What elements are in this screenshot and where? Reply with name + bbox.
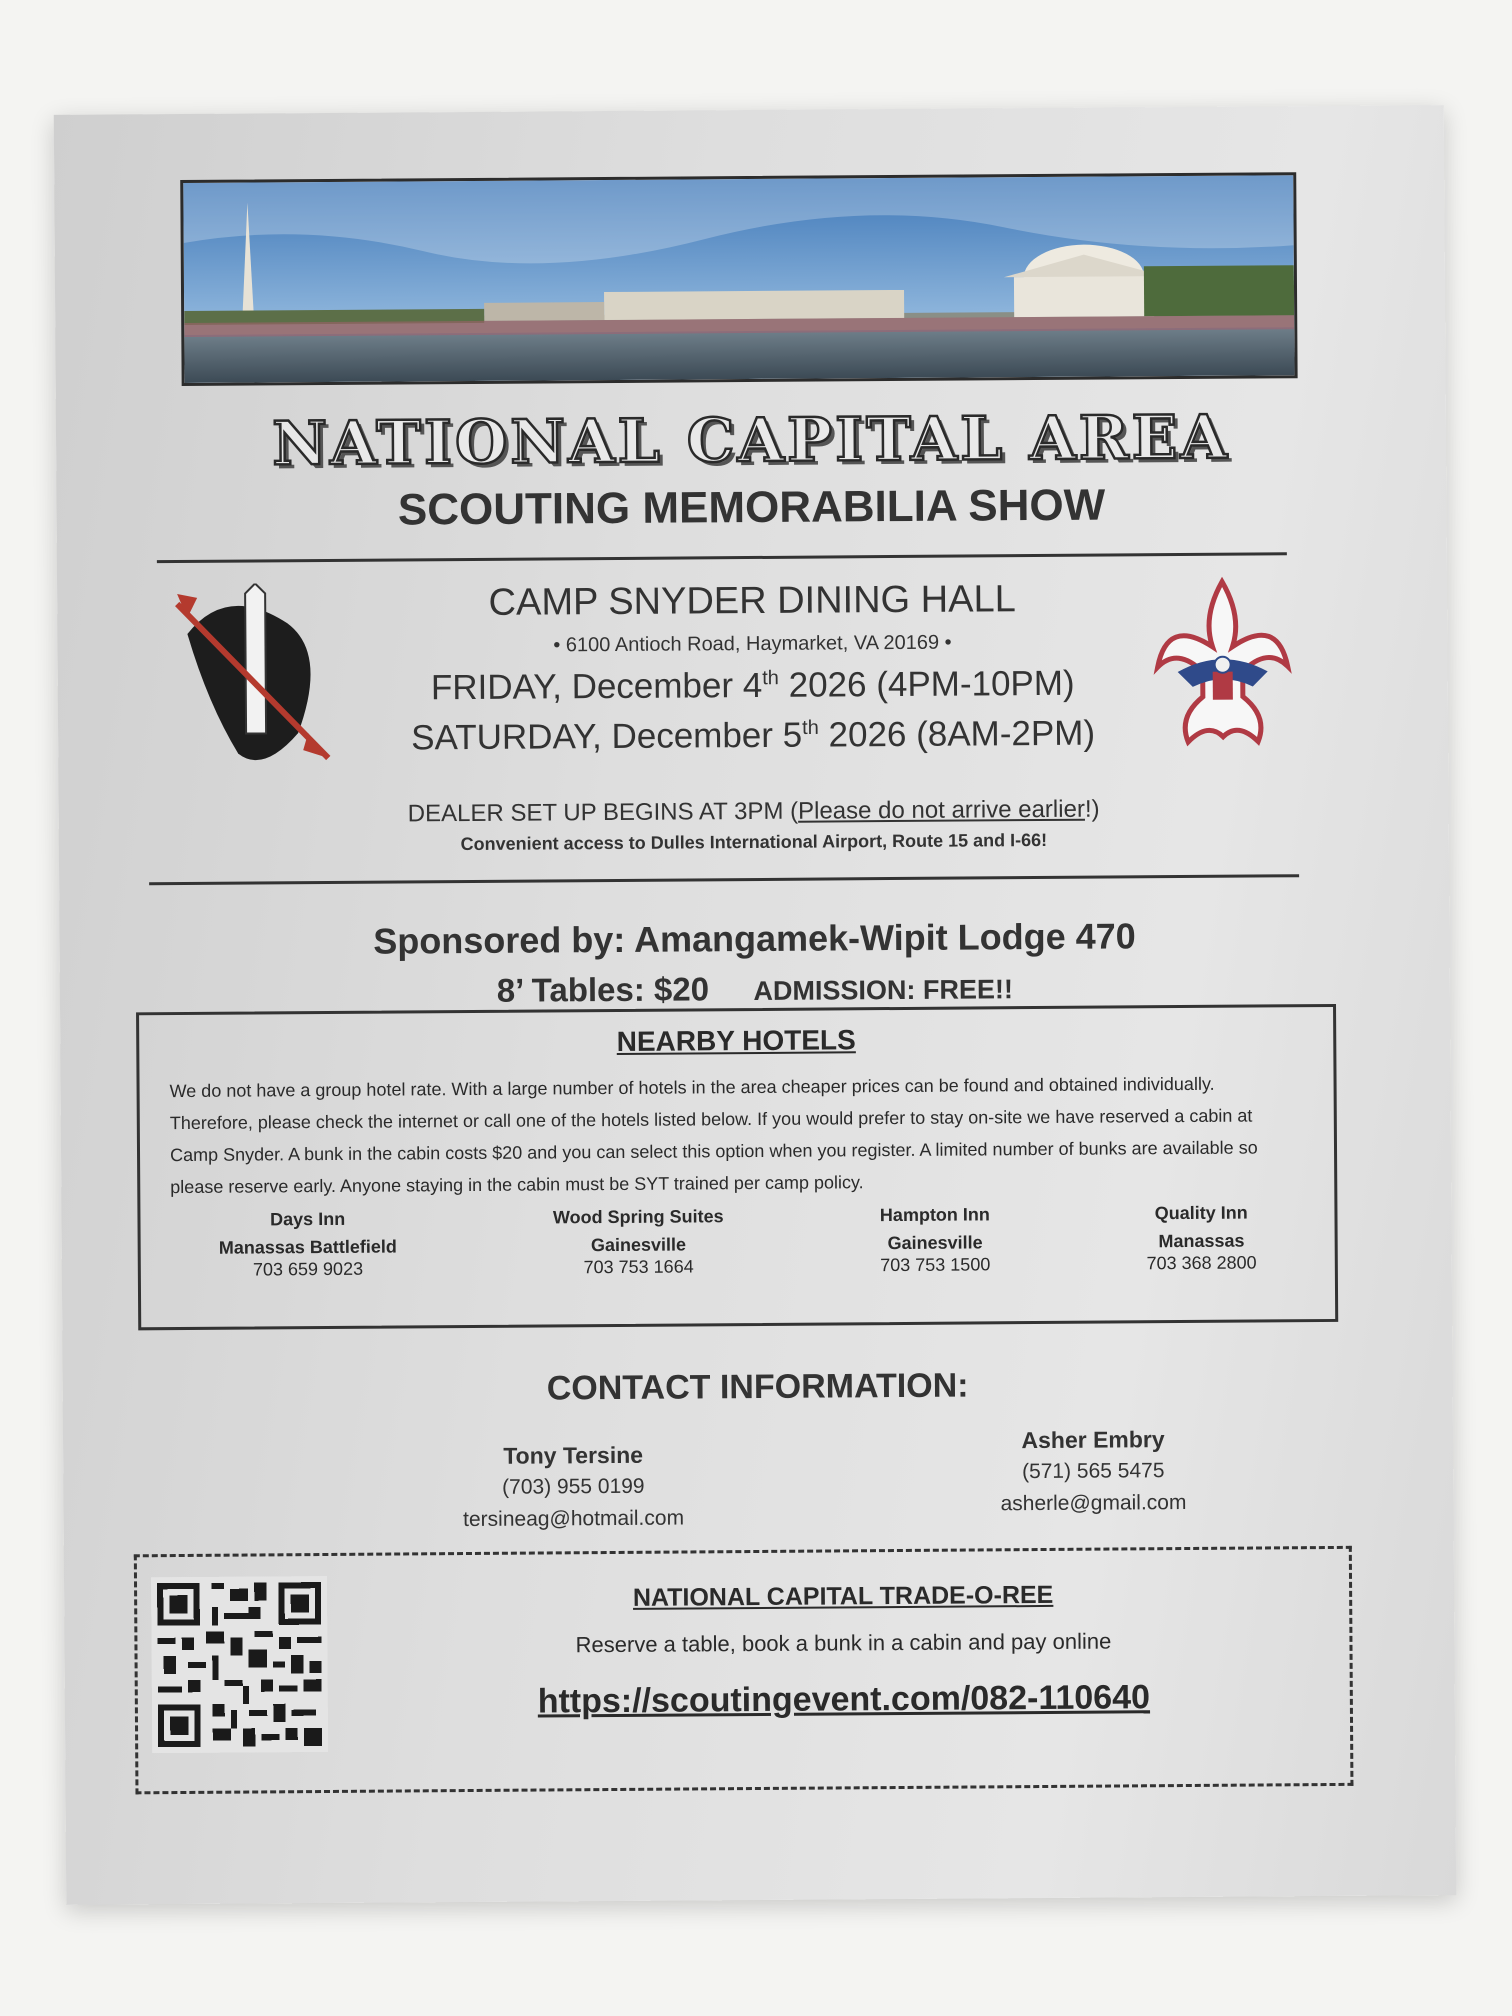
hotel-item: Hampton Inn Gainesville 703 753 1500 xyxy=(879,1204,991,1276)
venue-address: • 6100 Antioch Road, Haymarket, VA 20169 • xyxy=(553,631,952,657)
divider xyxy=(157,552,1287,563)
access-note: Convenient access to Dulles International Airport, Route 15 and I-66! xyxy=(460,829,1048,855)
hotel-item: Days Inn Manassas Battlefield 703 659 9023 xyxy=(218,1208,397,1280)
hotel-list xyxy=(140,1201,1334,1281)
contact-person xyxy=(383,1438,764,1537)
event-subtitle: SCOUTING MEMORABILIA SHOW xyxy=(397,480,1106,535)
contact-person xyxy=(903,1422,1284,1521)
event-title: NATIONAL CAPITAL AREA xyxy=(271,402,1231,480)
contact-email: asherle@gmail.com xyxy=(1000,1491,1187,1516)
dealer-setup-note: DEALER SET UP BEGINS AT 3PM (Please do not arrive earlier!) xyxy=(407,795,1100,828)
hotels-description: We do not have a group hotel rate. With a large number of hotels in the area cheaper prices can be found and obtained individually. Therefore, please check the internet or call one of the hotels listed below. If you would prefer to stay on-site we have reserved a cabin at Camp Snyder. A bunk in the cabin costs $20 and you can select this option when you register. A limited number of bunks are available so please reserve early. Anyone staying in the cabin must be SYT trained per camp policy. xyxy=(169,1073,1258,1198)
venue-details xyxy=(367,577,1138,758)
dc-skyline-banner xyxy=(180,172,1297,386)
flyer-paper xyxy=(54,105,1456,1905)
hotel-item: Quality Inn Manassas 703 368 2800 xyxy=(1146,1202,1257,1274)
sponsor-line: Sponsored by: Amangamek-Wipit Lodge 470 xyxy=(373,915,1136,962)
qr-code-icon[interactable] xyxy=(151,1576,328,1753)
trade-o-ree-box xyxy=(134,1546,1354,1794)
trade-o-ree-text: Reserve a table, book a bunk in a cabin and pay online xyxy=(575,1628,1112,1658)
friday-date: FRIDAY, December 4th 2026 (4PM-10PM) xyxy=(430,663,1075,708)
registration-link[interactable]: https://scoutingevent.com/082-110640 xyxy=(537,1678,1151,1721)
skyline-image xyxy=(183,175,1294,383)
order-of-the-arrow-logo xyxy=(167,583,338,774)
contact-name: Tony Tersine xyxy=(503,1441,644,1469)
contact-name: Asher Embry xyxy=(1021,1426,1165,1454)
hotel-item: Wood Spring Suites Gainesville 703 753 1664 xyxy=(552,1206,724,1278)
contact-phone: (703) 955 0199 xyxy=(502,1474,645,1499)
trade-o-ree-title: NATIONAL CAPITAL TRADE-O-REE xyxy=(632,1580,1054,1612)
contact-heading: CONTACT INFORMATION: xyxy=(546,1366,969,1408)
admission-price: ADMISSION: FREE!! xyxy=(753,974,1014,1007)
saturday-date: SATURDAY, December 5th 2026 (8AM-2PM) xyxy=(411,713,1096,758)
nearby-hotels-box xyxy=(136,1004,1338,1330)
contact-email: tersineag@hotmail.com xyxy=(463,1506,685,1532)
hotels-heading: NEARBY HOTELS xyxy=(616,1024,856,1057)
table-price: 8’ Tables: $20 xyxy=(496,970,710,1009)
bsa-fleur-de-lis-logo xyxy=(1147,576,1298,747)
divider xyxy=(149,874,1299,885)
contact-phone: (571) 565 5475 xyxy=(1021,1459,1165,1484)
venue-name: CAMP SNYDER DINING HALL xyxy=(488,578,1016,624)
